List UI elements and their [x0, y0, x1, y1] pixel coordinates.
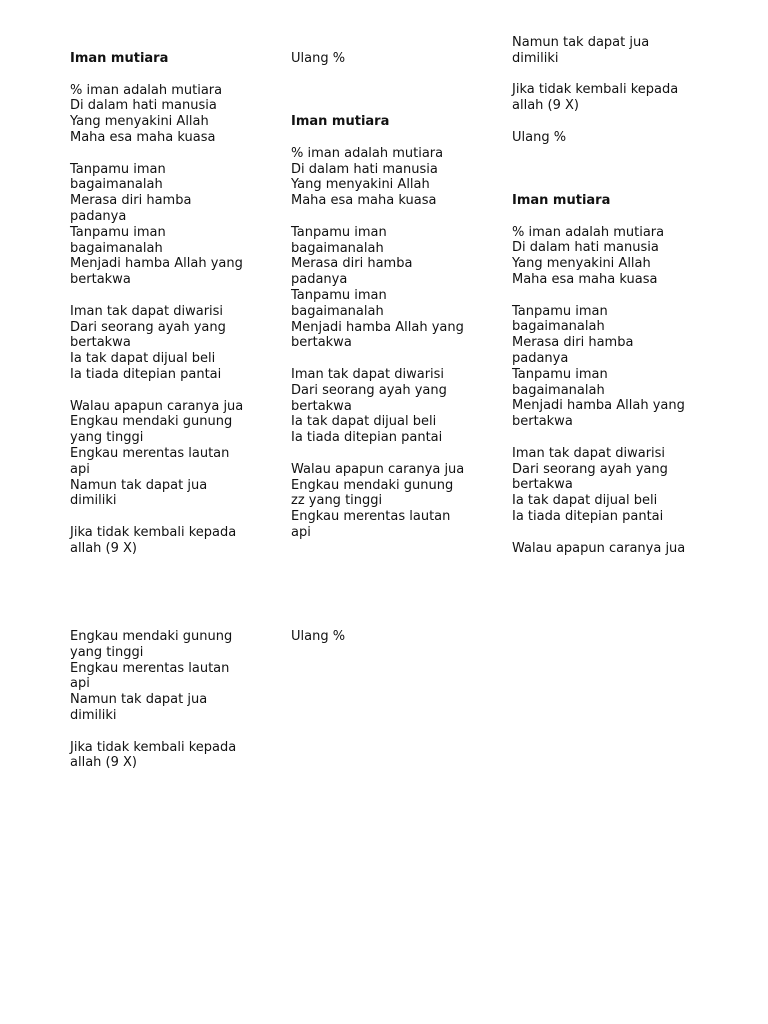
song-title: Iman mutiara	[291, 114, 390, 130]
lyric-line: Ulang %	[512, 129, 567, 145]
lyric-line: zz yang tinggi	[291, 493, 383, 509]
lyrics-list	[291, 146, 481, 541]
lyric-line: Maha esa maha kuasa	[512, 271, 658, 287]
lyric-line: Yang menyakini Allah	[70, 114, 209, 130]
stanza-gap	[291, 351, 481, 367]
lyric-line: dimiliki	[70, 707, 117, 723]
lyric-line: Maha esa maha kuasa	[70, 129, 216, 145]
lyric-line: Ia tiada ditepian pantai	[291, 430, 443, 446]
lyric-line: Maha esa maha kuasa	[291, 193, 437, 209]
lyric-line: Tanpamu iman	[512, 366, 608, 382]
lyric-line: Walau apapun caranya jua	[512, 540, 686, 556]
lyric-line: Walau apapun caranya jua	[291, 461, 465, 477]
column-1-bottom	[70, 629, 260, 771]
lyric-line: Ia tak dapat dijual beli	[70, 351, 216, 367]
stanza-gap	[291, 209, 481, 225]
stanza-gap	[70, 146, 260, 162]
lyric-line: Namun tak dapat jua	[512, 35, 650, 50]
lyric-line: Jika tidak kembali kepada	[70, 739, 237, 755]
lyric-line: allah (9 X)	[70, 540, 137, 556]
lyric-line: bertakwa	[512, 414, 573, 430]
lyric-line: allah (9 X)	[512, 98, 579, 114]
lyric-line: Merasa diri hamba	[291, 256, 413, 272]
stanza-gap	[512, 67, 702, 83]
lyric-line: Tanpamu iman	[291, 224, 387, 240]
lyric-line: bagaimanalah	[512, 319, 605, 335]
lyric-line: api	[70, 461, 90, 477]
lyric-line: dimiliki	[70, 493, 117, 509]
repeat-note: Ulang %	[291, 51, 346, 66]
lyric-line: Dari seorang ayah yang	[512, 461, 668, 477]
lyric-line: Di dalam hati manusia	[291, 161, 438, 177]
lyric-line: api	[291, 524, 311, 540]
lyric-line: Iman tak dapat diwarisi	[512, 445, 666, 461]
lyrics-list-continued	[512, 35, 702, 146]
lyric-line: Tanpamu iman	[70, 161, 166, 177]
lyric-line: Merasa diri hamba	[512, 335, 634, 351]
lyric-line: yang tinggi	[70, 430, 144, 446]
lyric-line: bagaimanalah	[291, 240, 384, 256]
lyric-line: Iman tak dapat diwarisi	[291, 366, 445, 382]
lyric-line: Di dalam hati manusia	[512, 240, 659, 256]
lyric-line: % iman adalah mutiara	[70, 82, 223, 98]
column-2-bottom	[291, 629, 481, 645]
lyric-line: bertakwa	[512, 477, 573, 493]
lyric-line: Namun tak dapat jua	[70, 477, 208, 493]
lyric-line: dimiliki	[512, 50, 559, 66]
lyric-line: padanya	[70, 208, 127, 224]
lyric-line: Dari seorang ayah yang	[291, 382, 447, 398]
lyric-line: Dari seorang ayah yang	[70, 319, 226, 335]
lyric-line: bertakwa	[70, 335, 131, 351]
lyric-line: Engkau merentas lautan	[70, 660, 230, 676]
song-title: Iman mutiara	[512, 192, 611, 208]
lyric-line: padanya	[512, 350, 569, 366]
lyric-line: bertakwa	[291, 398, 352, 414]
lyric-line: allah (9 X)	[70, 755, 137, 771]
song-title: Iman mutiara	[70, 51, 169, 66]
lyric-line: Menjadi hamba Allah yang	[512, 398, 685, 414]
stanza-gap	[512, 288, 702, 304]
repeat-note: Ulang %	[291, 629, 346, 644]
stanza-gap	[70, 724, 260, 740]
stanza-gap	[512, 114, 702, 130]
column-3-top	[512, 35, 702, 556]
lyric-line: bertakwa	[70, 272, 131, 288]
lyric-line: yang tinggi	[70, 644, 144, 660]
lyric-line: padanya	[291, 272, 348, 288]
lyrics-list	[512, 225, 702, 557]
stanza-gap	[70, 509, 260, 525]
lyrics-list	[70, 83, 260, 557]
lyric-line: Di dalam hati manusia	[70, 98, 217, 114]
lyric-line: bertakwa	[291, 335, 352, 351]
lyric-line: bagaimanalah	[512, 382, 605, 398]
lyric-line: Tanpamu iman	[512, 303, 608, 319]
lyric-line: Ia tak dapat dijual beli	[512, 493, 658, 509]
lyric-line: Walau apapun caranya jua	[70, 398, 244, 414]
lyric-line: Merasa diri hamba	[70, 193, 192, 209]
lyric-line: Engkau merentas lautan	[291, 509, 451, 525]
stanza-gap	[70, 288, 260, 304]
lyric-line: Ia tak dapat dijual beli	[291, 414, 437, 430]
lyric-line: Tanpamu iman	[291, 287, 387, 303]
lyric-line: bagaimanalah	[70, 177, 163, 193]
lyric-line: bagaimanalah	[70, 240, 163, 256]
lyric-line: % iman adalah mutiara	[512, 224, 665, 240]
lyric-line: Engkau mendaki gunung	[291, 477, 454, 493]
lyric-line: Yang menyakini Allah	[512, 256, 651, 272]
lyric-line: Tanpamu iman	[70, 224, 166, 240]
lyric-line: % iman adalah mutiara	[291, 145, 444, 161]
lyrics-list	[70, 629, 260, 771]
stanza-gap	[291, 446, 481, 462]
lyric-line: Engkau mendaki gunung	[70, 414, 233, 430]
lyric-line: Yang menyakini Allah	[291, 177, 430, 193]
lyric-line: Ia tiada ditepian pantai	[512, 508, 664, 524]
stanza-gap	[70, 383, 260, 399]
lyric-line: Engkau merentas lautan	[70, 445, 230, 461]
lyric-line: Menjadi hamba Allah yang	[291, 319, 464, 335]
lyric-line: Engkau mendaki gunung	[70, 629, 233, 644]
lyric-line: Iman tak dapat diwarisi	[70, 303, 224, 319]
lyric-line: Jika tidak kembali kepada	[512, 82, 679, 98]
stanza-gap	[512, 430, 702, 446]
stanza-gap	[512, 525, 702, 541]
lyric-line: Menjadi hamba Allah yang	[70, 256, 243, 272]
lyric-line: Ia tiada ditepian pantai	[70, 366, 222, 382]
column-1-top	[70, 51, 260, 557]
lyric-line: bagaimanalah	[291, 303, 384, 319]
lyric-line: Jika tidak kembali kepada	[70, 524, 237, 540]
lyric-line: api	[70, 676, 90, 692]
lyric-line: Namun tak dapat jua	[70, 692, 208, 708]
column-2-top	[291, 51, 481, 541]
